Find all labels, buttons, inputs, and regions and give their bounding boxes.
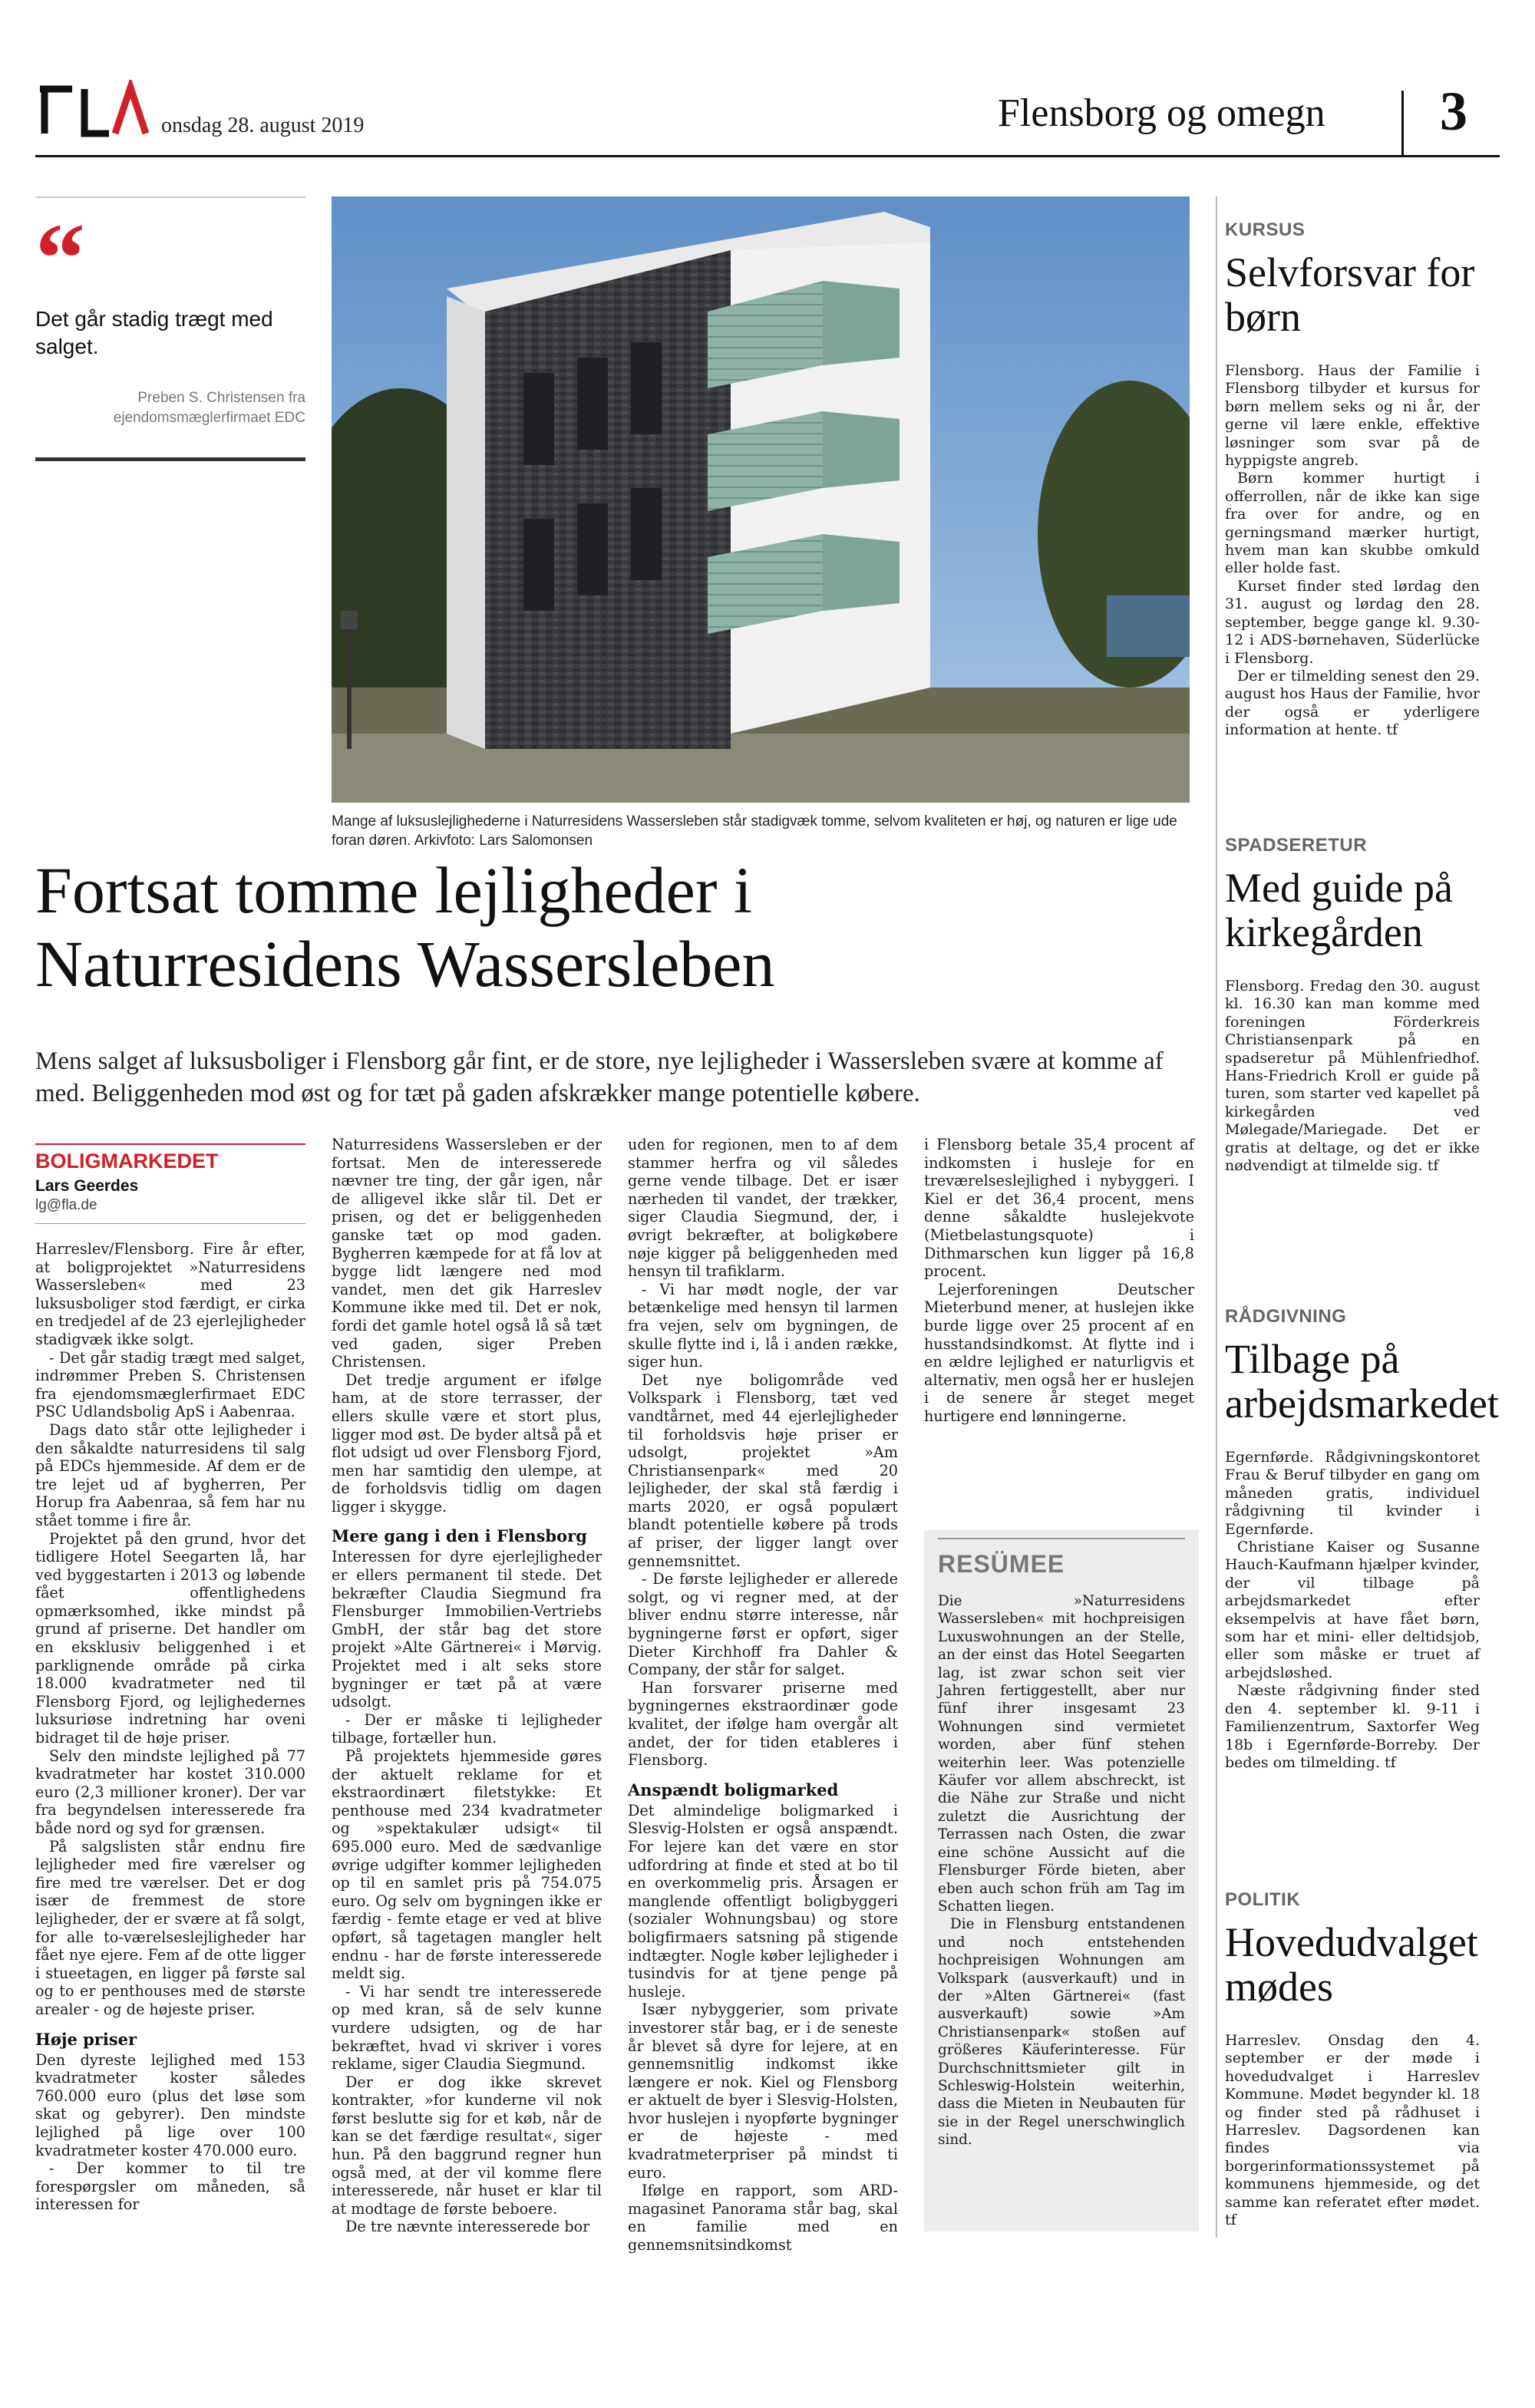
body-paragraph: i Flensborg betale 35,4 procent af indkomsten i husleje for en treværelseslejlighed i nybyggeri. I Kiel er det 36,4 procent, mens denne såkaldte huslejekvote (Mietbelastungsquote) i Dithmarschen kun ligger på 16,8 procent. (924, 1136, 1194, 1281)
sidebar-item-raadgivning (1225, 1306, 1499, 1772)
sidebar-title: Selvforsvar for børn (1225, 249, 1475, 340)
article-lead: Mens salget af luksusboliger i Flensborg går fint, er de store, nye lejligheder i Wassersleben svære at komme af med. Beliggenheden mod øst og for tæt på gaden afskrækker mange potentielle købere. (35, 1047, 1164, 1107)
article-kicker: BOLIGMARKEDET (35, 1150, 219, 1173)
article-column-4 (924, 1136, 1194, 1426)
body-paragraph: Det nye boligområde ved Volkspark i Flensborg, tæt ved vandtårnet, med 44 ejerlejligheder til forholdsvis høje priser er udsolgt, projektet »Am Christiansenpark« med 20 lejligheder, der skal stå færdig i marts 2020, er også populært blandt potentielle købere på trods af priser, der ligger langt over gennemsnittet. (628, 1371, 898, 1570)
sidebar-body (1225, 2032, 1480, 2229)
sidebar-item-politik (1225, 1889, 1480, 2229)
pullquote-source: Preben S. Christensen fra ejendomsmæglerfirmaet EDC (113, 390, 305, 426)
subheading: Mere gang i den i Flensborg (332, 1526, 587, 1546)
quote-mark-icon: “ (35, 203, 85, 314)
sidebar-kicker: KURSUS (1225, 219, 1306, 240)
body-paragraph: - Vi har sendt tre interesserede op med kran, så de selv kunne vurdere udsigten, og de har bekræftet, hvad vi skriver i vores reklame, siger Claudia Siegmund. (332, 1982, 602, 2073)
headline-line-2: Naturresidens Wassersleben (35, 927, 775, 1001)
sidebar-body (1225, 978, 1480, 1175)
masthead-rule (35, 155, 1500, 157)
resume-paragraph: Die in Flensburg entstandenen und noch entstehenden hochpreisigen Wohnungen am Volkspark (ausverkauft) und in der »Alten Gärtnerei« (fast ausverkauft) sowie »Am Christiansenpark« stoßen auf größeres Käuferinteresse. Für Durchschnittsmieter gilt in Schleswig-Holstein weiterhin, dass die Mieten in Neubauten für sie in der Regel unerschwinglich sind. (938, 1916, 1185, 2149)
photo-caption: Mange af luksuslejlighederne i Naturresidens Wassersleben står stadigvæk tomme, selvom kvaliteten er høj, og naturen er lige ude foran døren. Arkivfoto: Lars Salomonsen (332, 813, 1177, 849)
sidebar-title: Tilbage på arbejdsmarkedet (1225, 1336, 1499, 1427)
sidebar-kicker: RÅDGIVNING (1225, 1306, 1347, 1327)
body-paragraph: Dags dato står otte lejligheder i den såkaldte naturresidens til salg på EDCs hjemmeside. Af dem er de tre lejet ud af bygherren, Per Horup fra Aabenraa, så fem har nu stået tomme i fire år. (35, 1420, 305, 1529)
body-paragraph: Den dyreste lejlighed med 153 kvadratmeter koster således 760.000 euro (plus det løse som skat og gebyrer). Den mindste lejlighed på lige over 100 kvadratmeter koster 470.000 euro. (35, 2050, 305, 2159)
sidebar-paragraph: Flensborg. Haus der Familie i Flensborg tilbyder et kursus for børn mellem seks og ni år, der gerne vil lære enkle, effektive løsninger som svar på de hyppigste angreb. (1225, 362, 1480, 470)
sidebar-paragraph: Næste rådgivning finder sted den 4. september kl. 9-11 i Familienzentrum, Saxtorfer Weg 18b i Egernførde-Borreby. Der bedes om tilmelding. tf (1225, 1682, 1480, 1771)
resume-top-rule (938, 1538, 1185, 1539)
pullquote-top-rule (35, 196, 305, 198)
fla-logo (35, 80, 150, 138)
body-paragraph: - De første lejligheder er allerede solgt, og vi regner med, at der bliver endnu større interesse, når bygningerne først er opført, siger Dieter Kirchhoff fra Dahler & Company, der står for salget. (628, 1570, 898, 1679)
body-paragraph: De tre nævnte interesserede bor (345, 2218, 590, 2236)
sidebar-item-spadseretur (1225, 835, 1480, 1175)
body-paragraph: På salgslisten står endnu fire lejligheder med fire værelser og fire med tre værelser. Det er dog især de fremmest de store lejligheder, der er svære at få solgt, for alle to-værelseslejligheder har fået nye ejere. Fem af de otte ligger i stueetagen, en ligger på første sal og to er penthouses med de største arealer - og de højeste priser. (35, 1837, 305, 2018)
subheading: Anspændt boligmarked (628, 1780, 839, 1799)
sidebar-body (1225, 362, 1480, 740)
article-column-3 (628, 1136, 898, 2255)
page-number: 3 (1440, 81, 1467, 142)
body-paragraph: Lejerforeningen Deutscher Mieterbund mener, at huslejen ikke burde ligge over 25 procent af en husstandsindkomst. At flytte ind i en ældre lejlighed er naturligvis et alternativ, men også her er huslejen i de senere år steget meget hurtigere end lønningerne. (924, 1280, 1194, 1425)
body-paragraph: Ifølge en rapport, som ARD-magasinet Panorama står bag, skal en familie med en gennemsnitsindkomst (628, 2182, 898, 2255)
body-paragraph: Interessen for dyre ejerlejligheder er ellers permanent til stede. Det bekræfter Claudia Siegmund fra Flensburger Immobilien-Vertriebs GmbH, der står bag det store projekt »Alte Gärtnerei« i Mørvig. Projektet med i alt seks store bygninger er tæt på at være udsolgt. (332, 1548, 602, 1711)
pullquote-bottom-rule (35, 457, 305, 461)
resume-box (924, 1530, 1199, 2232)
body-paragraph: Der er dog ikke skrevet kontrakter, »for kunderne vil nok først beslutte sig for et køb, når de kan se det færdige resultat«, siger hun. På den baggrund regner hun også med, at der vil komme flere interesserede, når huset er klar til at modtage de første beboere. (332, 2073, 602, 2218)
body-paragraph: - Det går stadig trægt med salget, indrømmer Preben S. Christensen fra ejendomsmæglerfirmaet EDC PSC Udlandsbolig ApS i Aabenraa. (35, 1348, 305, 1421)
body-paragraph: Det almindelige boligmarked i Slesvig-Holsten er også anspændt. For lejere kan det være en stor udfordring at finde et sted at bo til en overkommelig pris. Årsagen er manglende offentligt boligbyggeri (sozialer Wohnungsbau) og store boligfirmaers satsning på stigende indtægter. Nogle køber lejligheder i tusindvis for at tjene penge på husleje. (628, 1801, 898, 2001)
byline-bottom-rule (35, 1223, 305, 1224)
issue-date: onsdag 28. august 2019 (161, 114, 365, 137)
body-paragraph: Harreslev/Flensborg. Fire år efter, at boligprojektet »Naturresidens Wassersleben« med 23 luksusboliger stod færdigt, er cirka en tredjedel af de 23 ejerlejligheder stadigvæk ikke solgt. (35, 1240, 305, 1348)
author-email: lg@fla.de (35, 1197, 97, 1213)
sidebar-paragraph: Kurset finder sted lørdag den 31. august og lørdag den 28. september, begge gange kl. 9.30-12 i ADS-børnehaven, Süderlücke i Flensborg. (1225, 577, 1480, 667)
sidebar-title: Med guide på kirkegården (1225, 865, 1453, 955)
body-paragraph: Naturresidens Wassersleben er der fortsat. Men de interesserede nævner tre ting, der går igen, når de alligevel ikke slår til. Det er prisen, og det er beliggenheden ganske tæt op mod gaden. Bygherren kæmpede for at få lov at bygge lidt længere ned mod vandet, men det gik Harreslev Kommune ikke med til. Det er nok, fordi det gamle hotel også lå så tæt ved gaden, siger Preben Christensen. (332, 1136, 602, 1371)
sidebar-paragraph: Børn kommer hurtigt i offerrollen, når de ikke kan sige fra over for andre, og en gerningsmand mærker hurtigt, hvem man kan skubbe omkuld eller holde fast. (1225, 470, 1480, 577)
sidebar-paragraph: Der er tilmelding senest den 29. august hos Haus der Familie, hvor der også er yderligere information at hente. tf (1225, 667, 1480, 739)
body-paragraph: Han forsvarer priserne med bygningernes ekstraordinær gode kvalitet, der ifølge ham overgår alt andet, der for tiden etableres i Flensborg. (628, 1678, 898, 1770)
sidebar-body (1225, 1449, 1480, 1772)
resume-paragraph: Die »Naturresidens Wassersleben« mit hochpreisigen Luxuswohnungen an der Stelle, an der einst das Hotel Seegarten lag, ist zwar schon seit vier Jahren fertiggestellt, aber nur fünf ihrer insgesamt 23 Wohnungen sind vermietet worden, aber fünf stehen weiterhin leer. Was potenzielle Käufer vor allem abschreckt, ist die Nähe zur Straße und nicht zuletzt die Ausrichtung der Terrassen nach Osten, die zwar eine schöne Aussicht auf die Flensburger Förde bieten, aber eben auch schon früh am Tag im Schatten liegen. (938, 1593, 1185, 1915)
body-paragraph: Projektet på den grund, hvor det tidligere Hotel Seegarten lå, har ved byggestarten i 2013 og løbende fået offentlighedens opmærksomhed, ikke mindst på grund af priserne. Det handler om en eksklusiv beliggenhed i et parklignende område på cirka 18.000 kvadratmeter ned til Flensborg Fjord, og lejlighedernes luksuriøse indretning har oveni bidraget til de høje priser. (35, 1529, 305, 1747)
article-photo (332, 196, 1190, 803)
body-paragraph: Især nybyggerier, som private investorer står bag, er i de seneste år blevet så dyre for lejere, at en gennemsnitlig indkomst ikke længere er nok. Kiel og Flensborg er aktuelt de byer i Slesvig-Holsten, hvor huslejen i nyopførte bygninger er de højeste - med kvadratmeterpriser på mindst ti euro. (628, 2001, 898, 2182)
resume-title: RESÜMEE (938, 1550, 1065, 1578)
body-paragraph: uden for regionen, men to af dem stammer herfra og vil således gerne vende tilbage. Det er især nærheden til vandet, der trækker, siger Claudia Siegmund, der, i øvrigt bekræfter, at boligkøbere nøje kigger på beliggenheden med hensyn til trafiklarm. (628, 1136, 898, 1281)
article-headline (35, 853, 1202, 1001)
body-paragraph: - Der kommer to til tre forespørgsler om måneden, så interessen for (35, 2159, 305, 2214)
sidebar-item-kursus (1225, 219, 1480, 740)
body-paragraph: Det tredje argument er ifølge ham, at de store terrasser, der ellers skulle være et stort plus, ligger mod øst. De byder altså på et flot udsigt ud over Flensborg Fjord, men har samtidig den ulempe, at de forholdsvis tidlig om dagen ligger i skygge. (332, 1371, 602, 1516)
subheading: Høje priser (35, 2029, 137, 2049)
sidebar-title: Hovedudvalget mødes (1225, 1919, 1478, 2010)
article-column-2 (332, 1136, 602, 2236)
section-title: Flensborg og omegn (998, 91, 1325, 135)
sidebar-kicker: POLITIK (1225, 1889, 1301, 1910)
body-paragraph: - Vi har mødt nogle, der var betænkelige med hensyn til larmen fra vejen, selv om bygningen, de skulle flytte ind i, lå i anden række, siger hun. (628, 1280, 898, 1371)
byline-rule (35, 1143, 305, 1145)
sidebar-paragraph: Flensborg. Fredag den 30. august kl. 16.30 kan man komme med foreningen Förderkreis Christiansenpark på en spadseretur på Mühlenfriedhof. Hans-Friedrich Kroll er guide på turen, som starter ved kapellet på kirkegården ved Mølegade/Mariegade. Det er gratis at deltage, og det er ikke nødvendigt at tilmelde sig. tf (1225, 978, 1480, 1175)
body-paragraph: - Der er måske ti lejligheder tilbage, fortæller hun. (332, 1710, 602, 1747)
pullquote-text: Det går stadig trægt med salget. (35, 307, 273, 358)
sidebar-kicker: SPADSERETUR (1225, 835, 1368, 856)
article-author: Lars Geerdes (35, 1177, 139, 1195)
sidebar-paragraph: Christiane Kaiser og Susanne Hauch-Kaufmann hjælper kvinder, der vil tilbage på arbejdsmarkedet efter eksempelvis at have fået børn, som har et mini- eller deltidsjob, eller som måske er truet af arbejdsløshed. (1225, 1539, 1480, 1681)
sidebar-divider (1216, 196, 1217, 2238)
sidebar-paragraph: Egernførde. Rådgivningskontoret Frau & Beruf tilbyder en gang om måneden gratis, individuel rådgivning til kvinder i Egernførde. (1225, 1449, 1480, 1538)
body-paragraph: Selv den mindste lejlighed på 77 kvadratmeter har kostet 310.000 euro (2,3 millioner kroner). Der var fra begyndelsen interesserede fra både nord og syd for grænsen. (35, 1747, 305, 1837)
masthead-divider (1401, 91, 1404, 155)
body-paragraph: På projektets hjemmeside gøres der aktuelt reklame for et ekstraordinært filetstykke: Et penthouse med 234 kvadratmeter og »spektakulær udsigt« til 695.000 euro. Med de sædvanlige øvrige udgifter kommer lejligheden op til en samlet pris på 754.075 euro. Og selv om bygningen ikke er færdig - femte etage er ved at blive opført, så tagetagen mangler helt endnu - har de første interesserede meldt sig. (332, 1747, 602, 1983)
article-column-1 (35, 1240, 305, 2214)
headline-line-1: Fortsat tomme lejligheder i (35, 853, 752, 927)
sidebar-paragraph: Harreslev. Onsdag den 4. september er der møde i hovedudvalget i Harreslev Kommune. Mødet begynder kl. 18 og finder sted på rådhuset i Harreslev. Dagsordenen kan findes via borgerinformationssystemet på kommunens hjemmeside, og det samme kan referatet efter mødet. tf (1225, 2032, 1480, 2229)
